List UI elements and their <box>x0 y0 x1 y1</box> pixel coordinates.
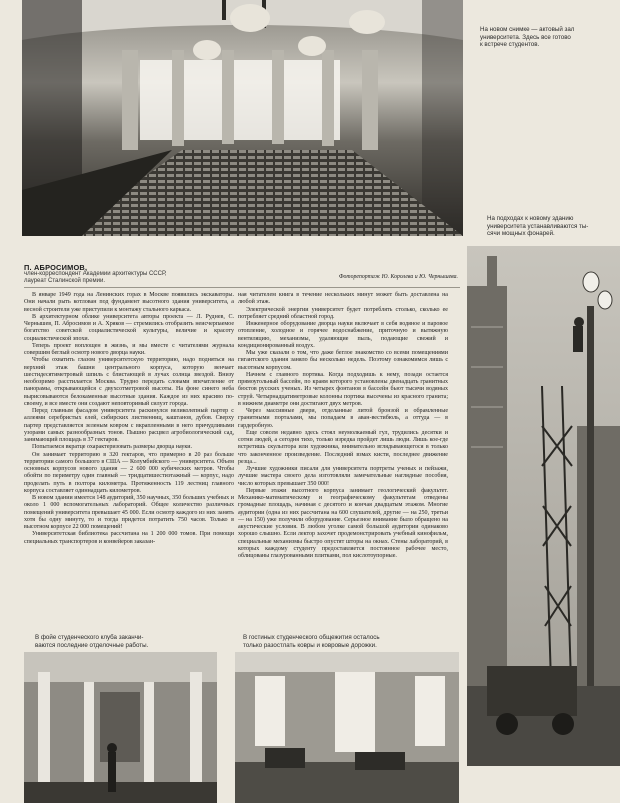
paragraph: Чтобы охватить глазом университетскую территорию, надо подняться на верхний этаж башни центрального корпуса, которую венчает шестидесятиметровый шпиль с блистающей в лучах солнца звездой. Внизу необозримо расстилается Москва. Трудно передать словами впечатление от панорамы, открывающейся с двухсотметровой высоты. На фоне синего неба вырисовываются белокаменные высотные здания. Каждое из них красиво по-своему, и все вместе они создают неповторимый силуэт города. <box>24 357 234 407</box>
article-column-left <box>24 292 234 546</box>
author-title: член-корреспондент Академии архитектуры СССР, лауреат Сталинской премии. <box>24 271 167 285</box>
assembly-hall-caption: На новом снимке — актовый зал университета. Здесь все готово к встрече студентов. <box>480 26 575 49</box>
club-foyer-image <box>24 652 217 803</box>
paragraph: Мы уже сказали о том, что даже беглое знакомство со всеми помещениями гигантского здания заняло бы несколько недель. Поэтому ознакомимся лишь с высотным корпусом. <box>238 350 448 371</box>
paragraph: Университетская библиотека рассчитана на 1 200 000 томов. При помощи специальных транспортеров и конвейеров заказан- <box>24 531 234 545</box>
paragraph: В архитектурном облике университета авторы проекта — Л. Руднев, С. Чернышев, П. Абросимов и А. Хряков — стремились отобразить неисчерпаемое богатство советской социалистической культуры, величие и красоту социалистической эпохи. <box>24 313 234 342</box>
dormitory-lounge-image <box>235 652 459 803</box>
header-rule <box>24 287 460 288</box>
byline <box>24 264 234 286</box>
club-foyer-caption: В фойе студенческого клуба заканчи- ваются последние отделочные работы. <box>35 634 149 649</box>
paragraph: Он занимает территорию в 320 гектаров, что примерно в 20 раз больше территории самого большого в США — Колумбийского — университета. Объем основных корпусов нового здания — 2 600 000 кубических метров. Чтобы обойти по периметру один главный — тридцатишестиэтажный — корпус, надо проделать путь в полтора километра. Протяженность 119 лестниц главного корпуса составляет одиннадцать километров. <box>24 451 234 494</box>
paragraph: Первые этажи высотного корпуса занимает геологический факультет. Механико-математическому и географическому факультетам отведены громадные площадь, начиная с десятого и кончая двадцатым этажом. Многие аудитории (одна из них рассчитана на 600 слушателей, другие — на 250, третьи — на 150) уже получили оборудование. Серьезное внимание было обращено на акустические условия. В любом уголке самой большой аудитории одинаково хорошо слышно. Если лектор захочет продемонстрировать учебный кинофильм, специальные механизмы быстро опустят шторы на окнах. Стены лабораторий, в которых каждому студенту предоставляется постоянное рабочее место, облицованы глазурованными плитками, пол кислотоупорные. <box>238 487 448 559</box>
paragraph: Попытаемся вкратце охарактеризовать размеры дворца науки. <box>32 444 193 451</box>
photo-credit: Фоторепортаж Ю. Королева и Ю. Чернышева. <box>338 274 458 280</box>
paragraph: Лучшие художники писали для университета портреты ученых и пейзажи, лучшие мастера своего дела изготовляли замечательные наглядные пособия, число которых превышает 350 000! <box>238 466 448 487</box>
article-column-right <box>238 292 448 560</box>
paragraph: В новом здании имеется 148 аудиторий, 350 научных, 350 больших учебных и около 1 000 вспомогательных лабораторий. Общее количество различных помещений университета превышает 45 000. Если осмотр каждого из них занять хотя бы одну минуту, то и тогда придется потратить 750 часов. Только в высотном корпусе 22 000 помещений! <box>24 495 234 530</box>
dormitory-lounge-photo <box>235 652 459 803</box>
paragraph: Электрической энергии университет будет потреблять столько, сколько ее потребляет средний областной город. <box>238 306 448 320</box>
club-foyer-photo <box>24 652 217 803</box>
dormitory-caption: В гостиных студенческого общежития осталось только разостлать ковры и ковровые дорожки. <box>243 634 380 649</box>
paragraph: Еще совсем недавно здесь стоял неумолкаемый гул, трудились десятки и сотни людей, а сегодня тихо, только изредка пройдет лишь люди. Лишь кое-где встретишь скульптора или художника, внимательно вглядывающегося в только что законченное произведение. Последний взмах кисти, последнее движение резца... <box>238 429 448 465</box>
paragraph: Инженерное оборудование дворца науки включает в себя водяное и паровое отопление, холодное и горячее водоснабжение, приточную и вытяжную вентиляцию, механизмы, удаляющие пыль, подающие свежий и кондиционированный воздух. <box>238 321 448 349</box>
paragraph: Перед главным фасадом университета раскинулся великолепный партер с аллеями серебристых елей, сибирских лиственниц, каштанов, дубов. Сверху партер представляется зеленым ковром с вкрапленными в него причудливыми узорами самых разнообразных тонов. Пышно расцвел агробиологический сад, занимающий площадь в 37 гектаров. <box>24 408 234 443</box>
paragraph: Теперь проект воплощен в жизнь, и мы вместе с читателями журнала совершим беглый осмотр нового дворца науки. <box>24 342 234 356</box>
paragraph: Начнем с главного портика. Когда подходишь к нему, позади остается прямоугольный бассейн, по краям которого установлены двенадцать гранитных бюстов русских ученых. Из четырех фонтанов в бассейн бьют тысячи водяных струй. Четырнадцатиметровые колонны портика высечены из красного гранита; в нижнем диаметре они достигают двух метров. <box>238 371 448 407</box>
author-name: П. АБРОСИМОВ, <box>24 263 88 272</box>
assembly-hall-photo <box>22 0 463 236</box>
lamp-installation-image <box>467 246 620 766</box>
assembly-hall-image <box>22 0 463 236</box>
paragraph: ная читателем книга в течение нескольких минут может быть доставлена на любой этаж. <box>238 292 448 306</box>
lamp-installation-photo <box>467 246 620 766</box>
paragraph: В январе 1949 года на Ленинских горах в Москве появились экскаваторы. Они начали рыть котлован под фундамент высотного здания университета, а весной строители уже приступили к монтажу стального каркаса. <box>24 292 234 313</box>
paragraph: Через массивные двери, отделанные литой бронзой и обрамленные гранитными порталами, мы попадаем в аван-вестибюль, а оттуда — в гардеробную. <box>238 408 448 429</box>
lamp-installation-caption: На подходах к новому зданию университета устанавливаются ты- сячи мощных фонарей. <box>487 215 589 238</box>
